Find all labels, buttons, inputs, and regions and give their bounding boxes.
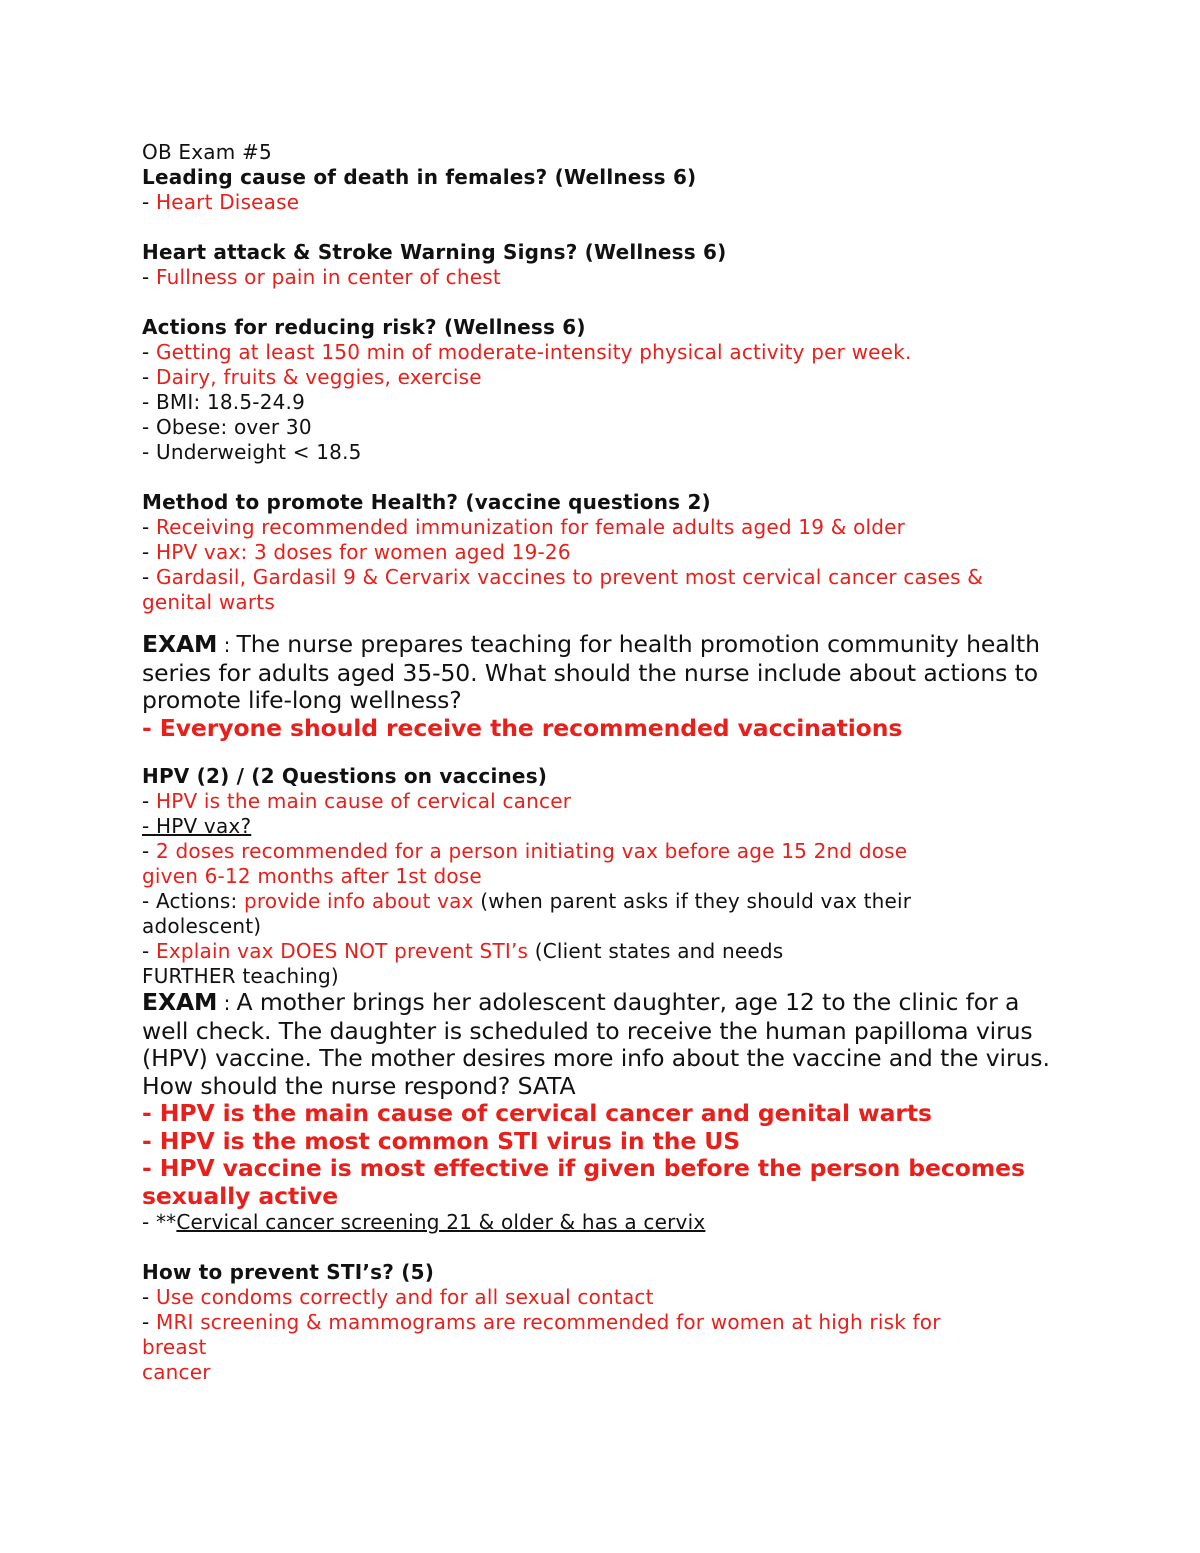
exam-separator: : <box>217 633 237 657</box>
bullet-dash: - <box>142 789 156 813</box>
bullet-dash: - <box>142 839 156 863</box>
answer-text: Gardasil, Gardasil 9 & Cervarix vaccines to prevent most cervical cancer cases & <box>155 565 984 589</box>
exam-separator: : <box>217 991 237 1015</box>
list-item <box>142 365 1100 390</box>
exam-question <box>142 631 1100 660</box>
bullet-dash: - <box>142 1310 156 1334</box>
note-item <box>142 1210 1100 1235</box>
list-item <box>142 1310 1100 1335</box>
exam-answer <box>142 1155 1100 1183</box>
bullet-dash: - <box>142 540 156 564</box>
section-heading: Actions for reducing risk? (Wellness 6) <box>142 315 586 339</box>
answer-text-continued: genital warts <box>142 590 275 614</box>
list-item <box>142 340 1100 365</box>
list-item <box>142 515 1100 540</box>
answer-text: Use condoms correctly and for all sexual contact <box>155 1285 654 1309</box>
spacer <box>142 215 1100 240</box>
list-item <box>142 540 1100 565</box>
spacer <box>142 1235 1100 1260</box>
bullet-dash: - <box>142 340 156 364</box>
exam-text-line: (HPV) vaccine. The mother desires more info about the vaccine and the virus. <box>142 1044 1050 1072</box>
spacer <box>142 742 1100 764</box>
bullet-dash: - <box>142 1154 160 1182</box>
section-heading: Leading cause of death in females? (Wellness 6) <box>142 165 697 189</box>
bullet-dash: - <box>142 1210 156 1234</box>
bullet-dash: - <box>142 939 156 963</box>
note-text: Cervical cancer screening 21 & older & has a cervix <box>176 1210 706 1234</box>
list-item <box>142 839 1100 864</box>
item-text: Actions: <box>155 889 244 913</box>
answer-text: 2 doses recommended for a person initiating vax before age 15 2nd dose <box>155 839 908 863</box>
exam-label: EXAM <box>142 630 218 658</box>
bullet-dash: - <box>142 515 156 539</box>
answer-text: MRI screening & mammograms are recommended for women at high risk for <box>155 1310 941 1334</box>
list-item <box>142 1285 1100 1310</box>
spacer <box>142 290 1100 315</box>
answer-text-continued: breast <box>142 1335 207 1359</box>
exam-text-line: well check. The daughter is scheduled to receive the human papilloma virus <box>142 1016 1033 1045</box>
answer-text: HPV is the main cause of cervical cancer <box>155 789 572 813</box>
section-heading: HPV (2) / (2 Questions on vaccines) <box>142 764 548 788</box>
bullet-dash: - <box>142 713 160 742</box>
list-item <box>142 565 1100 590</box>
subheading-underlined: - HPV vax? <box>142 814 252 838</box>
answer-text: HPV is the main cause of cervical cancer and genital warts <box>159 1099 932 1127</box>
bullet-dash: - <box>142 565 156 589</box>
answer-text: Explain vax DOES NOT prevent STI’s <box>155 939 529 963</box>
exam-answer <box>142 715 1100 743</box>
list-item <box>142 415 1100 440</box>
bullet-dash: - <box>142 415 156 439</box>
exam-answer <box>142 1100 1100 1128</box>
list-item <box>142 390 1100 415</box>
bullet-dash: - <box>142 1126 160 1155</box>
section-heading: How to prevent STI’s? (5) <box>142 1260 435 1284</box>
list-item <box>142 789 1100 814</box>
answer-text-continued: given 6-12 months after 1st dose <box>142 864 482 888</box>
item-text: (Client states and needs <box>528 939 784 963</box>
bullet-dash: - <box>142 440 156 464</box>
exam-text: A mother brings her adolescent daughter, age 12 to the clinic for a <box>236 988 1020 1016</box>
answer-text: HPV vaccine is most effective if given before the person becomes <box>159 1154 1025 1182</box>
exam-text: The nurse prepares teaching for health promotion community health <box>236 630 1040 658</box>
list-item <box>142 889 1100 914</box>
exam-text-line: promote life-long wellness? <box>142 686 462 714</box>
spacer <box>142 615 1100 631</box>
bullet-dash: - <box>142 1099 160 1127</box>
section-heading: Method to promote Health? (vaccine questions 2) <box>142 490 711 514</box>
answer-text: Receiving recommended immunization for female adults aged 19 & older <box>155 515 906 539</box>
item-text: Obese: over 30 <box>155 415 312 439</box>
item-text-continued: FURTHER teaching) <box>142 964 339 988</box>
spacer <box>142 465 1100 490</box>
bullet-dash: - <box>142 190 156 214</box>
answer-text: Fullness or pain in center of chest <box>155 265 501 289</box>
list-item <box>142 265 1100 290</box>
bullet-dash: - <box>142 390 156 414</box>
exam-text-line: series for adults aged 35-50. What should the nurse include about actions to <box>142 658 1039 687</box>
answer-text: HPV is the most common STI virus in the US <box>159 1126 741 1155</box>
answer-text: Everyone should receive the recommended vaccinations <box>159 713 903 742</box>
list-item <box>142 939 1100 964</box>
exam-answer-continued: sexually active <box>142 1181 339 1210</box>
document-title: OB Exam #5 <box>142 140 272 164</box>
answer-text: HPV vax: 3 doses for women aged 19-26 <box>155 540 571 564</box>
item-text-continued: adolescent) <box>142 914 262 938</box>
answer-text: provide info about vax <box>243 889 474 913</box>
bullet-dash: - <box>142 365 156 389</box>
exam-answer <box>142 1128 1100 1156</box>
answer-text: Dairy, fruits & veggies, exercise <box>155 365 482 389</box>
exam-question <box>142 989 1100 1018</box>
list-item <box>142 440 1100 465</box>
list-item <box>142 190 1100 215</box>
section-heading: Heart attack & Stroke Warning Signs? (Wellness 6) <box>142 240 727 264</box>
exam-label: EXAM <box>142 988 218 1016</box>
item-text: Underweight < 18.5 <box>155 440 362 464</box>
bullet-dash: - <box>142 265 156 289</box>
item-text: BMI: 18.5-24.9 <box>155 390 306 414</box>
answer-text: Getting at least 150 min of moderate-intensity physical activity per week. <box>155 340 912 364</box>
bullet-dash: - <box>142 889 156 913</box>
exam-text-line: How should the nurse respond? SATA <box>142 1071 576 1100</box>
answer-text-continued: cancer <box>142 1360 211 1384</box>
bullet-dash: - <box>142 1285 156 1309</box>
answer-text: Heart Disease <box>155 190 300 214</box>
item-text: (when parent asks if they should vax their <box>473 889 912 913</box>
note-prefix: ** <box>155 1210 177 1234</box>
